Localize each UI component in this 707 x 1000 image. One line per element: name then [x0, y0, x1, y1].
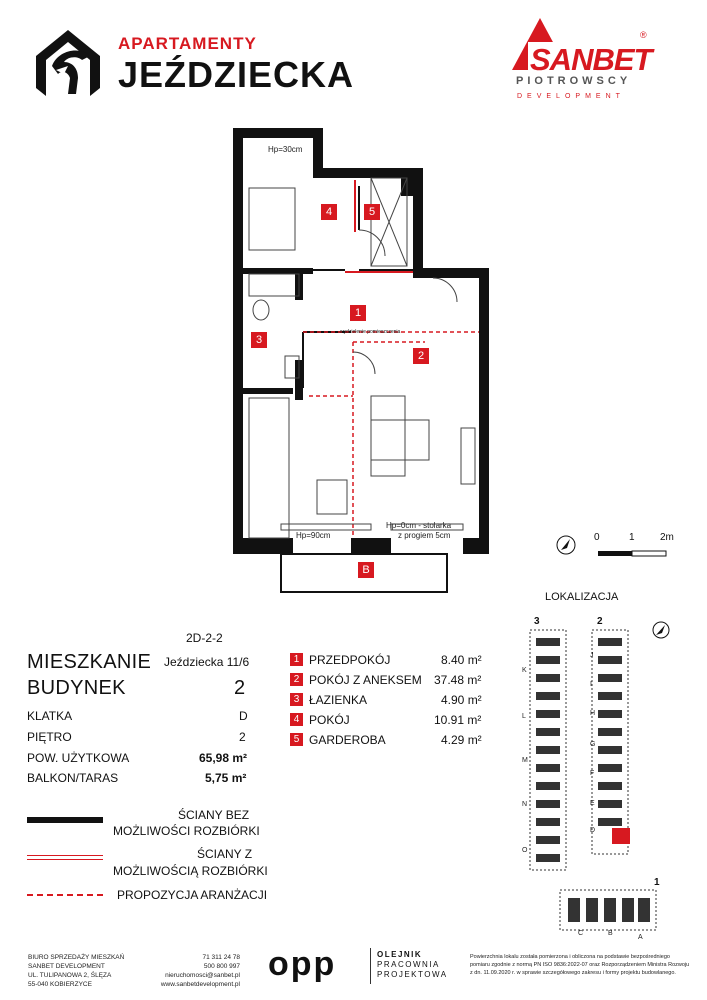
logo-divider — [370, 948, 371, 984]
office-info — [28, 953, 124, 989]
phone-2[interactable]: 500 800 997 — [203, 963, 240, 970]
studio-line1: OLEJNIK — [377, 950, 423, 959]
scale-0: 0 — [594, 532, 600, 543]
registered-mark: ® — [640, 30, 647, 40]
legend-item2-line2: MOŻLIWOŚCIĄ ROZBIÓRKI — [113, 864, 268, 878]
legend-solid-wall — [27, 817, 103, 823]
room-area-5: 4.29 m² — [441, 733, 482, 747]
email-link[interactable]: nieruchomosci@sanbet.pl — [165, 972, 240, 979]
legend-item1-line1: ŚCIANY BEZ — [178, 808, 250, 822]
loc-letter-J: J — [590, 652, 594, 659]
studio-line2: PRACOWNIA — [377, 960, 440, 969]
contact-info — [150, 953, 240, 989]
horse-logo-icon — [28, 26, 108, 106]
studio-name — [377, 950, 448, 980]
room-area-1: 8.40 m² — [441, 653, 482, 667]
info-row-value-3: 65,98 m² — [199, 751, 248, 765]
studio-line3: PROJEKTOWA — [377, 970, 448, 979]
plan-room-1: 1 — [350, 305, 366, 321]
room-name-5: GARDEROBA — [309, 733, 386, 747]
legend-item1-line2: MOŻLIWOŚCI ROZBIÓRKI — [113, 824, 260, 838]
info-row-label-2: PIĘTRO — [27, 730, 72, 744]
info-row-value-4: 5,75 m² — [205, 771, 247, 785]
location-map — [520, 626, 660, 946]
loc-letter-A: A — [638, 934, 643, 941]
structural-walls — [233, 128, 489, 554]
horse-logo — [28, 26, 108, 106]
room-num-3: 3 — [290, 693, 303, 706]
legend-item2-line1: ŚCIANY Z — [197, 847, 253, 861]
hp-bottom-label: Hp=90cm — [296, 531, 331, 540]
room-num-2: 2 — [290, 673, 303, 686]
measurement-note — [470, 953, 702, 977]
loc-letter-D: D — [590, 827, 596, 834]
info-row-value-2: 2 — [239, 730, 246, 744]
phone-1[interactable]: 71 311 24 78 — [202, 954, 240, 961]
room-num-5: 5 — [290, 733, 303, 746]
note-line2: pomiaru zgodnie z normą PN ISO 9836:2022-07 oraz Rozporządzeniem Ministra Rozwoju — [470, 962, 690, 968]
apartment-type-label: MIESZKANIE — [27, 651, 152, 673]
developer-name: SANBET — [530, 42, 652, 77]
legend-dashed — [27, 894, 103, 896]
info-row-label-1: KLATKA — [27, 709, 73, 723]
bldg3-label: 3 — [534, 616, 540, 627]
info-row-label-4: BALKON/TARAS — [27, 771, 119, 785]
website-link[interactable]: www.sanbetdevelopment.pl — [160, 981, 240, 988]
bldg1-label: 1 — [654, 877, 660, 888]
room-name-4: POKÓJ — [309, 713, 350, 727]
office-line2: SANBET DEVELOPMENT — [28, 963, 105, 970]
brand-title-line2: JEŹDZIECKA — [118, 54, 355, 95]
wall-note-label: wydzielenie pomieszczenia — [340, 329, 401, 335]
office-line3: UL. TULIPANOWA 2, ŚLĘZA — [28, 972, 112, 979]
opp-logo: opp — [268, 945, 337, 983]
loc-letter-O: O — [522, 847, 528, 854]
loc-letter-C: C — [578, 930, 584, 937]
plan-room-4: 4 — [321, 204, 337, 220]
plan-room-3: 3 — [251, 332, 267, 348]
loc-letter-L: L — [522, 713, 526, 720]
hp-right-label-1: Hp=0cm - stolarka — [386, 521, 452, 530]
office-line4: 55-040 KOBIERZYCE — [28, 981, 92, 988]
building-label: BUDYNEK — [27, 677, 126, 699]
loc-letter-M: M — [522, 757, 528, 764]
plan-room-2: 2 — [413, 348, 429, 364]
developer-sub: PIOTROWSCY — [516, 75, 632, 87]
room-area-3: 4.90 m² — [441, 693, 482, 707]
room-name-3: ŁAZIENKA — [309, 693, 368, 707]
scale-bar — [597, 545, 665, 551]
arrangement-proposal — [303, 332, 479, 538]
loc-letter-G: G — [590, 741, 596, 748]
hp-top-label: Hp=30cm — [268, 145, 303, 154]
loc-letter-K: K — [522, 667, 527, 674]
plan-room-5: 5 — [364, 204, 380, 220]
info-row-label-3: POW. UŻYTKOWA — [27, 751, 130, 765]
loc-letter-H: H — [590, 710, 596, 717]
loc-letter-I: I — [590, 681, 592, 688]
loc-letter-N: N — [522, 801, 528, 808]
scale-2: 2m — [660, 532, 674, 543]
plan-balcony: B — [358, 562, 374, 578]
location-title: LOKALIZACJA — [545, 591, 619, 603]
loc-letter-B: B — [608, 930, 613, 937]
scale-1: 1 — [629, 532, 635, 543]
loc-letter-F: F — [590, 770, 595, 777]
note-line1: Powierzchnia lokalu została pomierzona i obliczona na podstawie bezpośredniego — [470, 954, 670, 960]
building-value: 2 — [234, 677, 246, 699]
room-area-2: 37.48 m² — [434, 673, 482, 687]
note-line3: z dn. 11.09.2020 r. w sprawie szczegółowego zakresu i formy projektu budowlanego. — [470, 970, 676, 976]
hp-right-label-2: z progiem 5cm — [398, 531, 451, 540]
legend-red-wall — [27, 855, 103, 860]
room-name-1: PRZEDPOKÓJ — [309, 653, 391, 667]
developer-tag: DEVELOPMENT — [517, 93, 625, 100]
apartment-code: 2D-2-2 — [186, 631, 223, 645]
highlight-unit — [612, 828, 630, 844]
info-row-value-1: D — [239, 709, 248, 723]
brand-title-line1: APARTAMENTY — [118, 34, 257, 53]
compass-icon — [555, 534, 577, 561]
room-area-4: 10.91 m² — [434, 713, 482, 727]
bldg2-label: 2 — [597, 616, 603, 627]
office-line1: BIURO SPRZEDAŻY MIESZKAŃ — [28, 954, 125, 961]
apartment-address: Jeździecka 11/6 — [164, 655, 250, 669]
room-num-4: 4 — [290, 713, 303, 726]
room-name-2: POKÓJ Z ANEKSEM — [309, 673, 422, 687]
room-num-1: 1 — [290, 653, 303, 666]
legend-item3: PROPOZYCJA ARANŻACJI — [117, 888, 268, 902]
furniture — [249, 178, 475, 538]
loc-letter-E: E — [590, 800, 595, 807]
